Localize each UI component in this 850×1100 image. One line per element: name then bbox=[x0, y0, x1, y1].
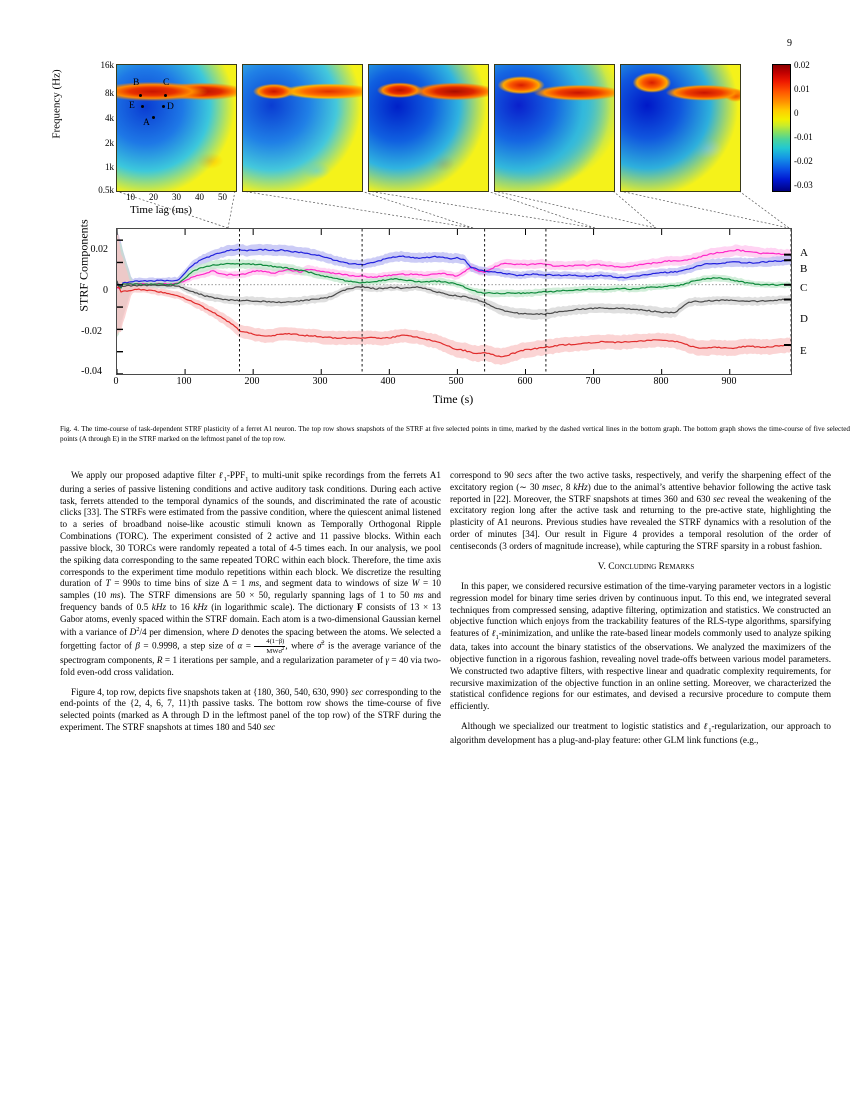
timecourse-x-axis-label: Time (s) bbox=[432, 392, 474, 406]
timecourse-y-axis-label: STRF Components bbox=[76, 219, 91, 312]
paragraph-right-3: Although we specialized our treatment to logistic statistics and ℓ$_1$-regularization, our approach to algorithm development has a plug-and-play feature: other GLM link functions (e.g., bbox=[450, 720, 832, 745]
strf-marker-label-A: A bbox=[143, 118, 150, 128]
colorbar-tick-4: -0.02 bbox=[794, 156, 813, 166]
paragraph-left-2: Figure 4, top row, depicts five snapshots taken at {180, 360, 540, 630, 990} sec corresponding to the end-points of the {2, 4, 6, 7, 11}th passive tasks. The bottom row shows the time-course of five selected points (marked as A through D in the leftmost panel of the top row) of the STRF during the experiment. The STRF snapshots at times 180 and 540 sec bbox=[60, 686, 441, 732]
timecourse-series-label-C: C bbox=[800, 282, 808, 294]
strf-marker-A bbox=[152, 116, 155, 119]
timecourse-xtick-1: 100 bbox=[176, 376, 192, 387]
strf-xtick-10: 10 bbox=[126, 192, 135, 202]
paragraph-right-2: In this paper, we considered recursive estimation of the time-varying parameter vectors in a logistic regression model for binary time series driven by continuous input. To this end, we integrated several techniques from compressed sensing, adaptive filtering, optimization and statistics. We constructed an objective function which enjoys from the trackability features of the RLS-type algorithms, sparsifying features of ℓ$_1$-minimization, and unlike the rate-based linear models commonly used to analyze spiking data, takes into account the binary statistics of the observations. We analyzed the maximizers of the objective function in a rigorous fashion, revealing novel trade-offs between various model parameters. We constructed two adaptive filters, with respective linear and quadratic complexity requirements, for recursive maximization of the objective function in an online setting. Moreover, we characterized the statistical confidence regions for our estimates, and devised a recursive procedure to compute them efficiently. bbox=[450, 581, 832, 712]
colorbar-tick-2: 0 bbox=[794, 108, 799, 118]
colorbar-tick-3: -0.01 bbox=[794, 132, 813, 142]
timecourse-xtick-9: 900 bbox=[721, 376, 737, 387]
timecourse-ytick-2: -0.02 bbox=[81, 326, 102, 337]
timecourse-xtick-7: 700 bbox=[585, 376, 601, 387]
timecourse-xtick-3: 300 bbox=[312, 376, 328, 387]
strf-snapshot-row bbox=[50, 58, 850, 216]
strf-panel-540s[interactable] bbox=[368, 64, 489, 192]
body-right-column bbox=[450, 470, 831, 747]
timecourse-series-label-B: B bbox=[800, 263, 808, 275]
timecourse-xtick-2: 200 bbox=[244, 376, 260, 387]
strf-marker-C bbox=[164, 94, 167, 97]
timecourse-series-label-D: D bbox=[800, 313, 808, 325]
strf-marker-label-C: C bbox=[163, 78, 170, 88]
strf-ytick-4k: 4k bbox=[105, 113, 114, 123]
strf-xtick-20: 20 bbox=[149, 192, 158, 202]
strf-x-axis-label: Time lag (ms) bbox=[130, 204, 192, 216]
timecourse-xtick-8: 800 bbox=[653, 376, 669, 387]
timecourse-ytick-0: 0.02 bbox=[90, 244, 108, 255]
strf-panel-990s[interactable] bbox=[620, 64, 741, 192]
timecourse-series-label-E: E bbox=[800, 345, 807, 357]
timecourse-series-label-A: A bbox=[800, 247, 808, 259]
strf-xtick-40: 40 bbox=[195, 192, 204, 202]
timecourse-xtick-5: 500 bbox=[448, 376, 464, 387]
body-left-column bbox=[60, 470, 441, 734]
timecourse-xtick-4: 400 bbox=[380, 376, 396, 387]
timecourse-ytick-1: 0 bbox=[103, 285, 108, 296]
colorbar-tick-1: 0.01 bbox=[794, 84, 810, 94]
figure-4 bbox=[50, 58, 850, 418]
strf-marker-label-D: D bbox=[167, 102, 174, 112]
strf-timecourse-graph bbox=[60, 219, 850, 418]
strf-ytick-16k: 16k bbox=[100, 60, 114, 70]
colorbar-tick-0: 0.02 bbox=[794, 60, 810, 70]
strf-ytick-2k: 2k bbox=[105, 138, 114, 148]
timecourse-xtick-0: 0 bbox=[113, 376, 119, 387]
strf-panel-360s[interactable] bbox=[242, 64, 363, 192]
strf-ytick-8k: 8k bbox=[105, 88, 114, 98]
figure-caption: Fig. 4. The time-course of task-dependent STRF plasticity of a ferret A1 neuron. The top row shows snapshots of the STRF at five selected points in time, marked by the dashed vertical lines in the bottom graph. The bottom graph shows the time-course of five selected points (A through E) in the STRF marked on the leftmost panel of the top row. bbox=[60, 425, 850, 444]
paragraph-left-1: We apply our proposed adaptive filter $\ell_1-PPF_1$ to multi-unit spike recordings from the ferrets A1 during a series of passive listening conditions and active auditory task conditions. During each active task, ferrets attended to the temporal dynamics of the sounds, and discriminated the rate of acoustic clicks [33]. The STRFs were estimated from the passive condition, where the quiescent animal listened to a series of broadband noise-like acoustic stimuli known as Temporally Orthogonal Ripple Combinations (TORC). The experiment consisted of 2 active and 11 passive blocks. Within each passive block, 30 TORCs were randomly repeated a total of 4-5 times each. In our analysis, we pool the spiking data corresponding to the same repeated TORC within each block. Therefore, the time axis corresponds to the experiment time modulo repetitions within each block. We discretize the resulting duration of T = 990s to time bins of size Δ = 1 ms, and segment data to windows of size W = 10 samples (10 ms). The STRF dimensions are 50 × 50, regularly spanning lags of 1 to 50 ms and frequency bands of 0.5 kHz to 16 kHz (in logarithmic scale). The dictionary F consists of 13 × 13 Gabor atoms, evenly spaced within the STRF domain. Each atom is a two-dimensional Gaussian kernel with a variance of $D^2/4$ per dimension, where D denotes the spacing between the atoms. We selected a forgetting factor of β = 0.9998, a step size of α = $\frac{4(1-\beta)}{MW\sigmā^2}$ , where σ̄$^2$ is the average variance of the spectrogram components, R = 1 iterations per sample, and a regularization parameter of γ = 40 via two-fold even-odd cross validation. bbox=[60, 470, 442, 677]
colorbar bbox=[772, 64, 791, 192]
colorbar-tick-5: -0.03 bbox=[794, 180, 813, 190]
timecourse-plot-area bbox=[116, 228, 792, 375]
page-number: 9 bbox=[787, 38, 792, 49]
strf-xtick-30: 30 bbox=[172, 192, 181, 202]
timecourse-xtick-6: 600 bbox=[517, 376, 533, 387]
strf-xtick-50: 50 bbox=[218, 192, 227, 202]
strf-y-axis bbox=[50, 58, 118, 198]
strf-marker-E bbox=[141, 105, 144, 108]
strf-y-axis-label: Frequency (Hz) bbox=[50, 69, 63, 139]
strf-marker-D bbox=[162, 105, 165, 108]
strf-marker-label-B: B bbox=[133, 78, 140, 88]
strf-marker-B bbox=[139, 94, 142, 97]
strf-marker-label-E: E bbox=[129, 101, 135, 111]
timecourse-ytick-3: -0.04 bbox=[81, 366, 102, 377]
strf-panel-180s[interactable] bbox=[116, 64, 237, 192]
timecourse-svg bbox=[117, 229, 791, 374]
section-heading-concluding-remarks: V. Concluding Remarks bbox=[597, 560, 695, 572]
strf-panel-630s[interactable] bbox=[494, 64, 615, 192]
strf-ytick-05k: 0.5k bbox=[98, 185, 114, 195]
paragraph-right-1: correspond to 90 secs after the two active tasks, respectively, and verify the sharpening effect of the excitatory region (∼ 30 msec, 8 kHz) due to the animal’s attentive behavior following the active task reported in [22]. Moreover, the STRF snapshots at times 360 and 630 sec reveal the weakening of the excitatory region long after the active task and returning to the pre-active state, highlighting the plasticity of A1 neurons. Previous studies have revealed the STRF dynamics with a resolution of the order of minutes [34]. Our result in Figure 4 provides a temporal resolution of the order of centiseconds (3 orders of magnitude increase), while capturing the STRF sparsity in a robust fashion. bbox=[450, 470, 831, 551]
strf-ytick-1k: 1k bbox=[105, 162, 114, 172]
